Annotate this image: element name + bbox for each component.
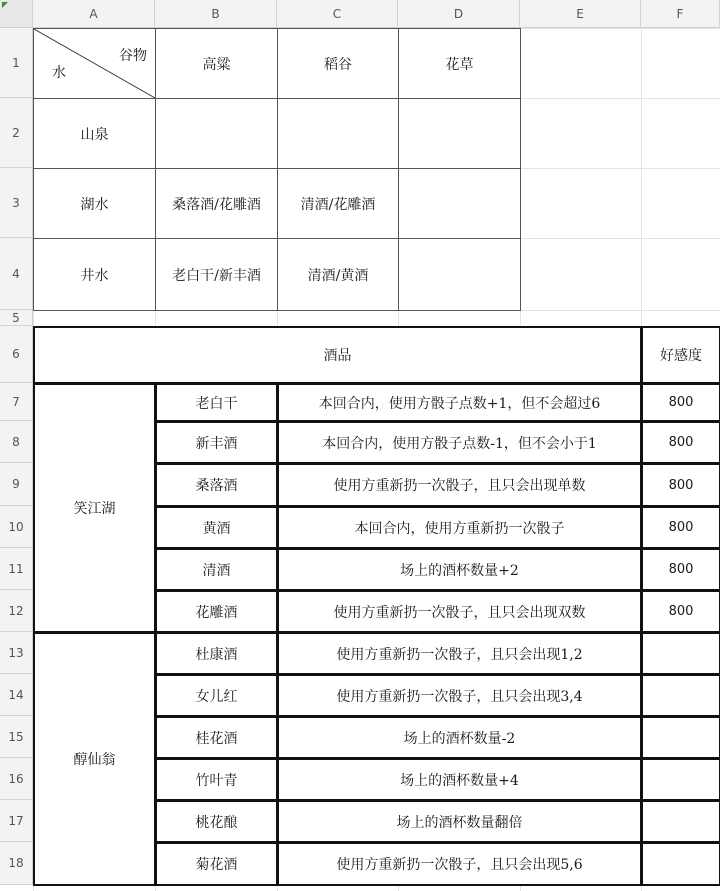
- wine-effect-cell[interactable]: 本回合内，使用方重新扔一次骰子: [277, 506, 642, 549]
- favor-value-cell[interactable]: [641, 758, 720, 801]
- group-name-cell[interactable]: 醇仙翁: [33, 632, 156, 886]
- row-header-3[interactable]: 3: [0, 168, 33, 238]
- row-header-9[interactable]: 9: [0, 463, 33, 506]
- row-header-13[interactable]: 13: [0, 632, 33, 674]
- favor-value-cell[interactable]: 800: [641, 548, 720, 591]
- row-header-14[interactable]: 14: [0, 674, 33, 716]
- row-header-11[interactable]: 11: [0, 548, 33, 590]
- favor-value-cell[interactable]: 800: [641, 421, 720, 464]
- wine-name-cell[interactable]: 菊花酒: [155, 842, 278, 886]
- recipe-cell[interactable]: 清酒/黄酒: [277, 238, 399, 311]
- wine-name-cell[interactable]: 竹叶青: [155, 758, 278, 801]
- diagonal-header-cell[interactable]: [33, 28, 156, 99]
- wine-effect-cell[interactable]: 本回合内，使用方骰子点数+1，但不会超过6: [277, 383, 642, 422]
- row-header-18[interactable]: 18: [0, 842, 33, 885]
- recipe-cell[interactable]: [398, 238, 521, 311]
- wine-effect-cell[interactable]: 使用方重新扔一次骰子，且只会出现5,6: [277, 842, 642, 886]
- row-header-6[interactable]: 6: [0, 326, 33, 383]
- favor-value-cell[interactable]: [641, 842, 720, 886]
- recipe-cell[interactable]: [155, 98, 278, 169]
- row-header-1[interactable]: 1: [0, 28, 33, 98]
- favor-value-cell[interactable]: [641, 632, 720, 675]
- column-header-f[interactable]: F: [641, 0, 720, 28]
- favor-value-cell[interactable]: 800: [641, 383, 720, 422]
- select-all-corner[interactable]: [0, 0, 33, 28]
- favor-value-cell[interactable]: [641, 674, 720, 717]
- favor-header-cell[interactable]: 好感度: [641, 326, 720, 384]
- row-header-4[interactable]: 4: [0, 238, 33, 310]
- recipe-cell[interactable]: 清酒/花雕酒: [277, 168, 399, 239]
- cell-grid[interactable]: [33, 28, 720, 891]
- wine-name-cell[interactable]: 老白干: [155, 383, 278, 422]
- recipe-cell[interactable]: 桑落酒/花雕酒: [155, 168, 278, 239]
- water-label-cell[interactable]: 井水: [33, 238, 156, 311]
- grain-header-cell[interactable]: 稻谷: [277, 28, 399, 99]
- wine-header-cell[interactable]: 酒品: [33, 326, 642, 384]
- wine-effect-cell[interactable]: 场上的酒杯数量+4: [277, 758, 642, 801]
- wine-name-cell[interactable]: 清酒: [155, 548, 278, 591]
- row-header-2[interactable]: 2: [0, 98, 33, 168]
- favor-value-cell[interactable]: 800: [641, 506, 720, 549]
- row-header-5[interactable]: 5: [0, 310, 33, 326]
- column-header-b[interactable]: B: [155, 0, 277, 28]
- wine-effect-cell[interactable]: 使用方重新扔一次骰子，且只会出现双数: [277, 590, 642, 633]
- row-header-16[interactable]: 16: [0, 758, 33, 800]
- column-header-c[interactable]: C: [277, 0, 398, 28]
- row-header-12[interactable]: 12: [0, 590, 33, 632]
- wine-effect-cell[interactable]: 场上的酒杯数量翻倍: [277, 800, 642, 843]
- wine-name-cell[interactable]: 黄酒: [155, 506, 278, 549]
- wine-name-cell[interactable]: 桑落酒: [155, 463, 278, 507]
- wine-effect-cell[interactable]: 本回合内，使用方骰子点数-1，但不会小于1: [277, 421, 642, 464]
- group-name-cell[interactable]: 笑江湖: [33, 383, 156, 633]
- row-header-17[interactable]: 17: [0, 800, 33, 842]
- row-header-8[interactable]: 8: [0, 421, 33, 463]
- row-header-7[interactable]: 7: [0, 383, 33, 421]
- wine-name-cell[interactable]: 桃花酿: [155, 800, 278, 843]
- wine-name-cell[interactable]: 花雕酒: [155, 590, 278, 633]
- wine-effect-cell[interactable]: 使用方重新扔一次骰子，且只会出现单数: [277, 463, 642, 507]
- wine-effect-cell[interactable]: 使用方重新扔一次骰子，且只会出现1,2: [277, 632, 642, 675]
- wine-effect-cell[interactable]: 场上的酒杯数量+2: [277, 548, 642, 591]
- column-header-e[interactable]: E: [520, 0, 641, 28]
- wine-name-cell[interactable]: 杜康酒: [155, 632, 278, 675]
- wine-effect-cell[interactable]: 场上的酒杯数量-2: [277, 716, 642, 759]
- corner-bottom-label: 水: [52, 65, 66, 81]
- recipe-cell[interactable]: [398, 168, 521, 239]
- grain-header-cell[interactable]: 高粱: [155, 28, 278, 99]
- column-header-d[interactable]: D: [398, 0, 520, 28]
- favor-value-cell[interactable]: 800: [641, 590, 720, 633]
- row-header-10[interactable]: 10: [0, 506, 33, 548]
- recipe-cell[interactable]: [398, 98, 521, 169]
- column-header-a[interactable]: A: [33, 0, 155, 28]
- corner-top-label: 谷物: [119, 48, 147, 64]
- recipe-cell[interactable]: [277, 98, 399, 169]
- water-label-cell[interactable]: 湖水: [33, 168, 156, 239]
- favor-value-cell[interactable]: [641, 716, 720, 759]
- wine-effect-cell[interactable]: 使用方重新扔一次骰子，且只会出现3,4: [277, 674, 642, 717]
- grain-header-cell[interactable]: 花草: [398, 28, 521, 99]
- recipe-cell[interactable]: 老白干/新丰酒: [155, 238, 278, 311]
- favor-value-cell[interactable]: [641, 800, 720, 843]
- water-label-cell[interactable]: 山泉: [33, 98, 156, 169]
- wine-name-cell[interactable]: 新丰酒: [155, 421, 278, 464]
- row-header-15[interactable]: 15: [0, 716, 33, 758]
- wine-name-cell[interactable]: 女儿红: [155, 674, 278, 717]
- wine-name-cell[interactable]: 桂花酒: [155, 716, 278, 759]
- favor-value-cell[interactable]: 800: [641, 463, 720, 507]
